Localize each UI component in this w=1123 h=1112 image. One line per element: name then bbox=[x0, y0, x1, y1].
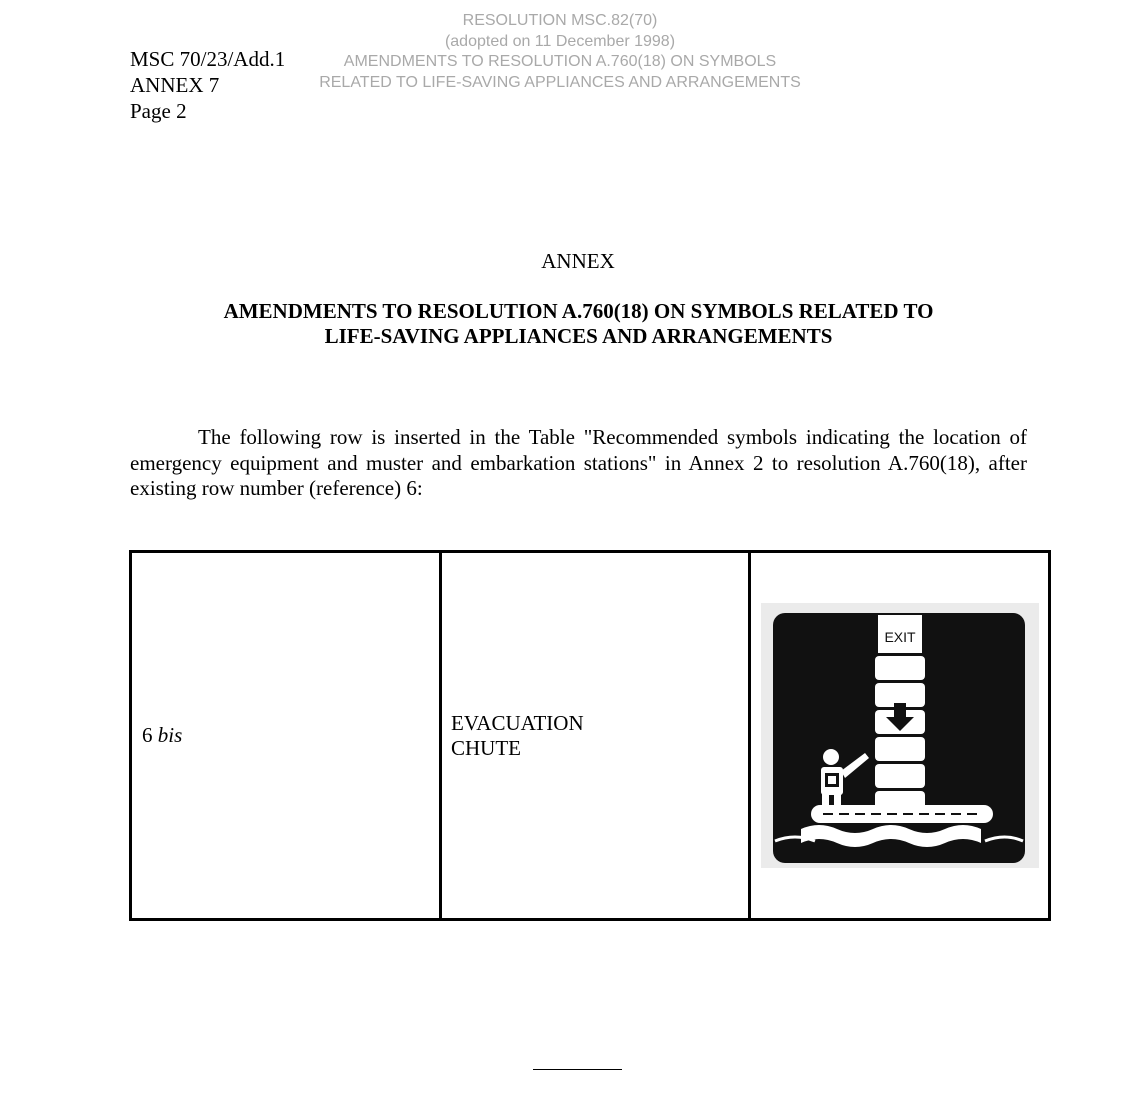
description-line-1: EVACUATION bbox=[451, 710, 584, 735]
resolution-watermark bbox=[250, 11, 870, 93]
table-row bbox=[131, 552, 1050, 920]
description-line-2: CHUTE bbox=[451, 735, 521, 760]
symbol-cell bbox=[750, 552, 1050, 920]
evacuation-chute-icon bbox=[761, 603, 1039, 868]
exit-label: EXIT bbox=[883, 629, 916, 645]
intro-paragraph bbox=[130, 425, 1027, 502]
document-heading bbox=[130, 299, 1027, 349]
heading-line-1: AMENDMENTS TO RESOLUTION A.760(18) ON SYMBOLS RELATED TO bbox=[223, 299, 934, 323]
doc-reference: MSC 70/23/Add.1 bbox=[130, 47, 286, 71]
intro-paragraph-text: The following row is inserted in the Table "Recommended symbols indicating the location of emergency equipment and muster and embarkation stations" in Annex 2 to resolution A.760(18), after existing row number (reference) 6: bbox=[130, 425, 1027, 500]
watermark-line-1: RESOLUTION MSC.82(70) bbox=[462, 12, 658, 29]
page-number: Page 2 bbox=[130, 99, 187, 123]
reference-suffix: bis bbox=[157, 723, 183, 747]
watermark-line-3: AMENDMENTS TO RESOLUTION A.760(18) ON SYMBOLS bbox=[343, 53, 777, 70]
watermark-line-4: RELATED TO LIFE-SAVING APPLIANCES AND ARRANGEMENTS bbox=[319, 73, 801, 91]
footer-rule bbox=[533, 1069, 622, 1070]
reference-number: 6 bbox=[142, 723, 153, 747]
watermark-line-2: (adopted on 11 December 1998) bbox=[444, 32, 676, 50]
description-cell bbox=[441, 552, 750, 920]
symbols-table bbox=[129, 550, 1051, 921]
heading-line-2: LIFE-SAVING APPLIANCES AND ARRANGEMENTS bbox=[324, 324, 833, 348]
annex-title: ANNEX bbox=[541, 249, 615, 273]
annex-number: ANNEX 7 bbox=[130, 73, 220, 97]
reference-cell bbox=[131, 552, 441, 920]
